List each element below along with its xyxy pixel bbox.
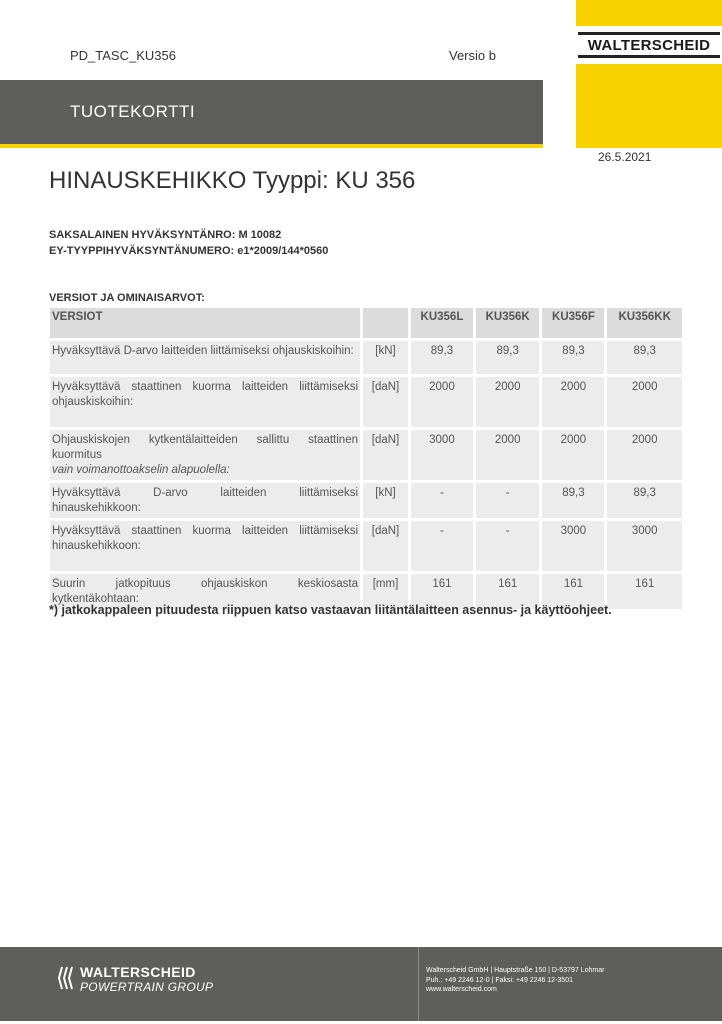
row-value: 3000 bbox=[607, 521, 682, 571]
document-version: Versio b bbox=[449, 48, 496, 63]
row-value: 3000 bbox=[411, 430, 473, 480]
table-row bbox=[50, 430, 682, 480]
row-value: 89,3 bbox=[542, 341, 604, 374]
table-row bbox=[50, 377, 682, 427]
title-bar-accent bbox=[0, 144, 543, 148]
row-value: 2000 bbox=[411, 377, 473, 427]
product-title: HINAUSKEHIKKO Tyyppi: KU 356 bbox=[49, 167, 416, 194]
row-value: 161 bbox=[607, 574, 682, 609]
section-title: TUOTEKORTTI bbox=[70, 102, 196, 121]
row-description: Hyväksyttävä D-arvo laitteiden liittämiseksi hinauskehikkoon: bbox=[50, 483, 360, 518]
table-row bbox=[50, 521, 682, 571]
table-header-versions: VERSIOT bbox=[50, 308, 360, 338]
table-header-version: KU356K bbox=[476, 308, 540, 338]
footnote: *) jatkokappaleen pituudesta riippuen katso vastaavan liitäntälaitteen asennus- ja käyttöohjeet. bbox=[49, 603, 612, 617]
footer-divider bbox=[418, 947, 419, 1021]
table-header-version: KU356L bbox=[411, 308, 473, 338]
row-value: - bbox=[476, 483, 540, 518]
row-value: 2000 bbox=[542, 377, 604, 427]
row-description: Suurin jatkopituus ohjauskiskon keskiosasta kytkentäkohtaan: bbox=[50, 574, 360, 609]
versions-heading: VERSIOT JA OMINAISARVOT: bbox=[49, 292, 205, 304]
row-description: Hyväksyttävä D-arvo laitteiden liittämiseksi ohjauskiskoihin: bbox=[50, 341, 360, 374]
row-value: 89,3 bbox=[607, 341, 682, 374]
row-value: - bbox=[476, 521, 540, 571]
row-description bbox=[50, 430, 360, 480]
row-value: 161 bbox=[476, 574, 540, 609]
row-value: 2000 bbox=[607, 377, 682, 427]
row-unit: [daN] bbox=[363, 377, 408, 427]
row-value: 89,3 bbox=[607, 483, 682, 518]
footer-group-name: POWERTRAIN GROUP bbox=[80, 980, 214, 994]
row-unit: [daN] bbox=[363, 430, 408, 480]
german-approval-number: SAKSALAINEN HYVÄKSYNTÄNRO: M 10082 bbox=[49, 229, 282, 241]
row-description: Hyväksyttävä staattinen kuorma laitteiden liittämiseksi hinauskehikkoon: bbox=[50, 521, 360, 571]
row-value: 89,3 bbox=[476, 341, 540, 374]
table-header-version: KU356F bbox=[542, 308, 604, 338]
table-header-version: KU356KK bbox=[607, 308, 682, 338]
row-value: - bbox=[411, 483, 473, 518]
row-value: 89,3 bbox=[542, 483, 604, 518]
table-header-row bbox=[50, 308, 682, 338]
row-unit: [mm] bbox=[363, 574, 408, 609]
row-value: 3000 bbox=[542, 521, 604, 571]
row-value: 2000 bbox=[476, 430, 540, 480]
walterscheid-logo: WALTERSCHEID bbox=[578, 32, 720, 58]
row-value: - bbox=[411, 521, 473, 571]
footer-address: Walterscheid GmbH | Hauptstraße 150 | D-53797 Lohmar bbox=[426, 967, 605, 974]
footer-phone: Puh.: +49 2246 12-0 | Faksi: +49 2246 12-3501 bbox=[426, 977, 573, 984]
eu-type-approval-number: EY-TYYPPIHYVÄKSYNTÄNUMERO: e1*2009/144*0560 bbox=[49, 245, 329, 257]
row-description-note: vain voimanottoakselin alapuolella: bbox=[52, 464, 230, 476]
brand-yellow-block bbox=[576, 0, 722, 148]
row-value: 2000 bbox=[476, 377, 540, 427]
footer-website-link[interactable]: www.walterscheid.com bbox=[426, 986, 497, 993]
row-value: 2000 bbox=[607, 430, 682, 480]
footer-brand-name: WALTERSCHEID bbox=[80, 964, 196, 980]
row-value: 89,3 bbox=[411, 341, 473, 374]
row-unit: [kN] bbox=[363, 341, 408, 374]
specification-table bbox=[47, 305, 685, 612]
table-row bbox=[50, 483, 682, 518]
row-description-main: Ohjauskiskojen kytkentälaitteiden sallittu staattinen kuormitus bbox=[52, 434, 358, 461]
row-unit: [kN] bbox=[363, 483, 408, 518]
table-row bbox=[50, 341, 682, 374]
row-unit: [daN] bbox=[363, 521, 408, 571]
row-description: Hyväksyttävä staattinen kuorma laitteiden liittämiseksi ohjauskiskoihin: bbox=[50, 377, 360, 427]
document-date: 26.5.2021 bbox=[598, 150, 652, 164]
walterscheid-emblem-icon bbox=[58, 965, 76, 991]
document-code: PD_TASC_KU356 bbox=[70, 48, 176, 63]
row-value: 161 bbox=[411, 574, 473, 609]
table-header-unit bbox=[363, 308, 408, 338]
row-value: 2000 bbox=[542, 430, 604, 480]
row-value: 161 bbox=[542, 574, 604, 609]
